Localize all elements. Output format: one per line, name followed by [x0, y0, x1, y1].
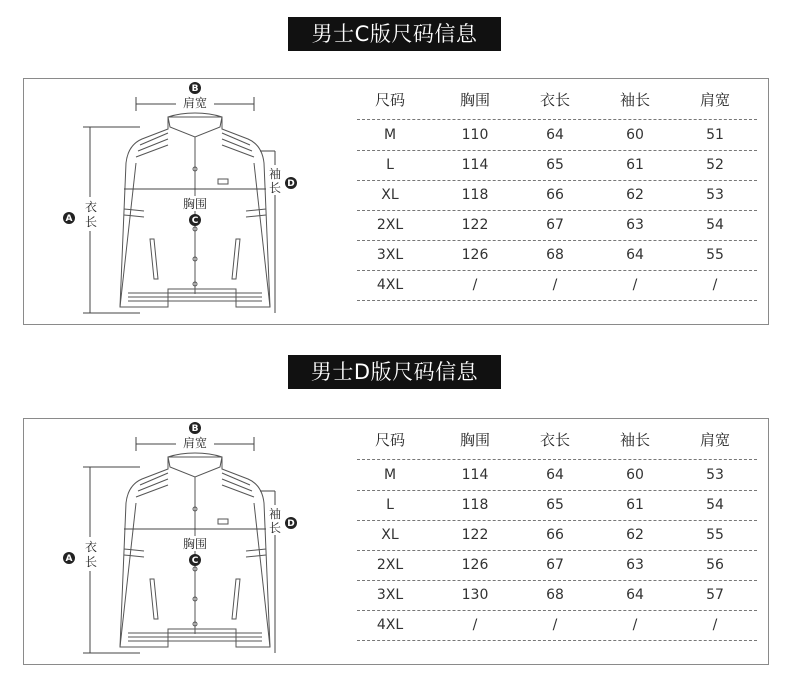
table-cell: /	[712, 277, 718, 293]
sleeve-label-1: 袖	[268, 507, 282, 521]
column-header: 衣长	[539, 91, 570, 109]
divider	[357, 640, 757, 641]
table-row	[357, 550, 757, 580]
table-cell: L	[386, 497, 394, 513]
length-measure	[63, 197, 99, 231]
length-label-1: 衣	[84, 540, 98, 554]
table-cell: 4XL	[376, 617, 404, 633]
table-cell: /	[552, 277, 558, 293]
table-row	[357, 610, 757, 640]
section-title: 男士C版尺码信息	[288, 17, 501, 51]
sleeve-measure	[268, 165, 297, 195]
table-cell: 54	[706, 497, 724, 513]
table-cell: 52	[706, 157, 724, 173]
table-cell: 126	[461, 557, 489, 573]
table-cell: M	[383, 467, 397, 483]
shoulder-badge: B	[191, 84, 199, 94]
column-header: 尺码	[374, 431, 405, 449]
column-header: 衣长	[539, 431, 570, 449]
table-cell: /	[712, 617, 718, 633]
column-header: 胸围	[459, 91, 490, 109]
length-badge: A	[65, 554, 73, 564]
table-cell: 56	[706, 557, 724, 573]
table-row	[357, 270, 757, 300]
table-cell: 3XL	[376, 247, 404, 263]
table-cell: 51	[706, 127, 724, 143]
table-cell: 110	[461, 127, 489, 143]
column-header: 尺码	[374, 91, 405, 109]
length-badge: A	[65, 214, 73, 224]
table-cell: /	[472, 277, 478, 293]
table-cell: XL	[381, 187, 399, 203]
divider	[357, 300, 757, 301]
table-row	[357, 180, 757, 210]
table-cell: 68	[546, 247, 564, 263]
table-cell: 67	[546, 557, 564, 573]
sleeve-label-1: 袖	[268, 167, 282, 181]
table-cell: 68	[546, 587, 564, 603]
table-cell: 118	[461, 187, 489, 203]
column-header: 胸围	[459, 431, 490, 449]
table-cell: 3XL	[376, 587, 404, 603]
table-row	[357, 210, 757, 240]
table-cell: 64	[626, 587, 644, 603]
chest-badge: C	[191, 556, 199, 566]
table-cell: 2XL	[376, 557, 404, 573]
table-cell: 130	[461, 587, 489, 603]
table-cell: M	[383, 127, 397, 143]
table-cell: 53	[706, 187, 724, 203]
table-cell: /	[552, 617, 558, 633]
column-header: 肩宽	[699, 431, 730, 449]
size-chart-frame	[23, 78, 769, 325]
table-header	[357, 85, 757, 115]
table-cell: /	[632, 277, 638, 293]
table-row	[357, 460, 757, 490]
table-cell: 64	[546, 127, 564, 143]
sleeve-measure	[268, 505, 297, 535]
table-header	[357, 425, 757, 455]
section-title: 男士D版尺码信息	[288, 355, 501, 389]
table-row	[357, 490, 757, 520]
table-cell: 55	[706, 247, 724, 263]
length-label-2: 长	[84, 215, 98, 229]
table-cell: 64	[546, 467, 564, 483]
table-cell: 67	[546, 217, 564, 233]
table-row	[357, 580, 757, 610]
sleeve-badge: D	[287, 519, 295, 529]
table-cell: 4XL	[376, 277, 404, 293]
table-cell: 63	[626, 557, 644, 573]
table-cell: 66	[546, 527, 564, 543]
table-cell: 53	[706, 467, 724, 483]
column-header: 肩宽	[699, 91, 730, 109]
table-cell: 61	[626, 157, 644, 173]
chest-measure	[176, 196, 214, 226]
shoulder-measure	[176, 422, 214, 451]
chest-measure	[176, 536, 214, 566]
table-cell: L	[386, 157, 394, 173]
table-cell: /	[632, 617, 638, 633]
table-cell: 63	[626, 217, 644, 233]
sleeve-badge: D	[287, 179, 295, 189]
table-cell: 62	[626, 527, 644, 543]
shoulder-badge: B	[191, 424, 199, 434]
table-cell: 57	[706, 587, 724, 603]
table-cell: 60	[626, 127, 644, 143]
table-cell: 65	[546, 157, 564, 173]
table-cell: 65	[546, 497, 564, 513]
length-measure	[63, 537, 99, 571]
table-cell: 122	[461, 217, 489, 233]
length-label-2: 长	[84, 555, 98, 569]
column-header: 袖长	[619, 91, 650, 109]
table-row	[357, 240, 757, 270]
jacket-measurement-diagram	[50, 79, 320, 324]
table-cell: 64	[626, 247, 644, 263]
table-cell: 114	[461, 467, 489, 483]
table-cell: XL	[381, 527, 399, 543]
column-header: 袖长	[619, 431, 650, 449]
table-row	[357, 520, 757, 550]
table-row	[357, 150, 757, 180]
chest-badge: C	[191, 216, 199, 226]
jacket-measurement-diagram	[50, 419, 320, 664]
table-cell: 118	[461, 497, 489, 513]
table-cell: 122	[461, 527, 489, 543]
table-cell: 126	[461, 247, 489, 263]
size-chart-frame	[23, 418, 769, 665]
table-cell: 55	[706, 527, 724, 543]
table-cell: /	[472, 617, 478, 633]
table-cell: 61	[626, 497, 644, 513]
shoulder-label: 肩宽	[182, 436, 208, 450]
sleeve-label-2: 长	[268, 521, 282, 535]
table-cell: 62	[626, 187, 644, 203]
table-cell: 60	[626, 467, 644, 483]
table-cell: 2XL	[376, 217, 404, 233]
length-label-1: 衣	[84, 200, 98, 214]
chest-label: 胸围	[182, 537, 208, 551]
shoulder-label: 肩宽	[182, 96, 208, 110]
table-cell: 66	[546, 187, 564, 203]
table-cell: 54	[706, 217, 724, 233]
chest-label: 胸围	[182, 197, 208, 211]
shoulder-measure	[176, 82, 214, 111]
table-cell: 114	[461, 157, 489, 173]
sleeve-label-2: 长	[268, 181, 282, 195]
table-row	[357, 120, 757, 150]
